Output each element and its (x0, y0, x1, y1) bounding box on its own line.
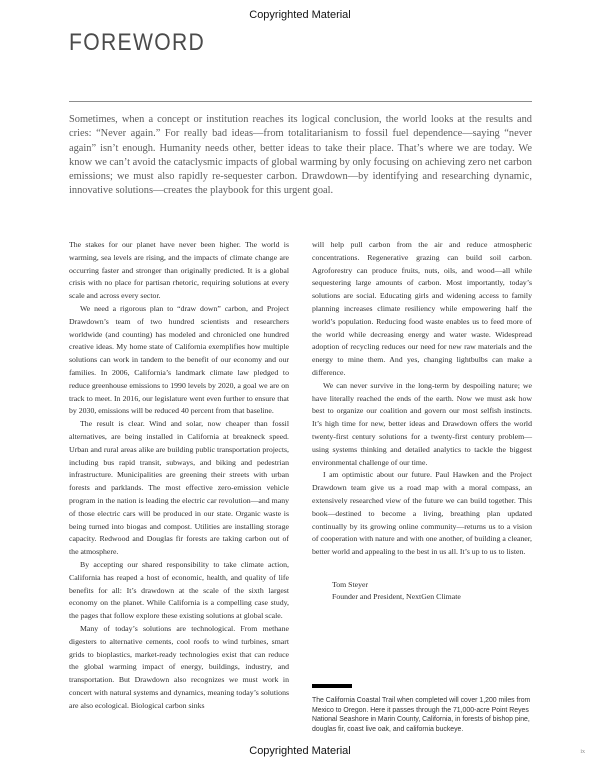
foreword-title: FOREWORD (69, 29, 206, 56)
page-number: ix (580, 749, 585, 755)
photo-caption-block (312, 684, 532, 734)
paragraph: The stakes for our planet have never been higher. The world is warming, sea levels are rising, and the impacts of climate change are occurring faster and stronger than originally predicted. It is a global crisis with no place for partisan rhetoric, requiring solutions at every scale and across every sector. (69, 240, 289, 301)
paragraph: We need a rigorous plan to “draw down” carbon, and Project Drawdown’s team of two hundred scientists and researchers worldwide (and counting) has modeled and chronicled one hundred creative ideas. My home state of California exemplifies how multiple solutions can work in tandem to the benefit of our economy and our families. In 2006, California’s landmark climate law pledged to reduce greenhouse emissions to 1990 levels by 2020, a goal we are on track to meet. In 2016, our legislature went even further to ensure that by 2030, emissions will be reduced 40 percent from that baseline. (69, 303, 289, 416)
right-column (312, 239, 532, 712)
body-columns (69, 239, 532, 712)
paragraph: will help pull carbon from the air and reduce atmospheric concentrations. Regenerative grazing can build soil carbon. Agroforestry can produce fruits, nuts, oils, and wood—all while sequestering large amounts of carbon. Most importantly, today’s solutions are social. Educating girls and widening access to family planning increases climate resiliency while empowering half the world’s population. Reducing food waste enables us to feed more of the world while decreasing energy and water waste. Widespread adoption of recycling reduces our need for new raw materials and the energy to mine them. And yes, changing lightbulbs can make a difference. (312, 240, 532, 377)
header-rule (69, 101, 532, 102)
intro-paragraph: Sometimes, when a concept or institution reaches its logical conclusion, the world looks at the results and cries: “Never again.” For really bad ideas—from totalitarianism to fossil fuel dependence—saying “never again” isn’t enough. Humanity needs other, better ideas to take their place. That’s where we are today. We know we can’t avoid the cataclysmic impacts of global warming by only focusing on achieving zero net carbon emissions; we must also rapidly re-sequester carbon. Drawdown—by identifying and researching dynamic, innovative solutions—creates the playbook for this urgent goal. (69, 114, 532, 197)
signature-block (332, 579, 532, 603)
signature-title: Founder and President, NextGen Climate (332, 591, 461, 601)
signature-name: Tom Steyer (332, 579, 369, 589)
paragraph: By accepting our shared responsibility to take climate action, California has reaped a host of economic, health, and quality of life benefits for all: It’s drawdown at the scale of the sixth largest economy on the planet. While California is a compelling case study, the pages that follow explore these existing solutions at global scale. (69, 559, 289, 621)
photo-caption: The California Coastal Trail when completed will cover 1,200 miles from Mexico to Oregon. Here it passes through the 71,000-acre Point Reyes National Seashore in Marin County, California, in forests of bishop pine, douglas fir, coast live oak, and california buckeye. (312, 697, 531, 733)
caption-rule (312, 684, 352, 688)
left-column (69, 239, 289, 712)
copyright-notice-top: Copyrighted Material (249, 9, 351, 21)
paragraph: We can never survive in the long-term by despoiling nature; we have literally reached the ends of the earth. Now we must ask how best to organize our coalition and govern our most selfish instincts. It’s high time for new, better ideas and Drawdown offers the world twenty-first century solutions for a twenty-first century problem—using systems thinking and detailed analytics to tackle the biggest environmental challenge of our time. (312, 380, 532, 467)
paragraph: Many of today’s solutions are technological. From methane digesters to alternative cements, cool roofs to wind turbines, smart grids to bioplastics, market-ready technologies exist that can reduce the global warming impact of energy, buildings, industry, and transportation. But Drawdown also recognizes we must work in concert with natural systems and dynamics, meaning today’s solutions are also ecological. Biological carbon sinks (69, 623, 289, 710)
copyright-notice-bottom: Copyrighted Material (249, 745, 351, 757)
paragraph: The result is clear. Wind and solar, now cheaper than fossil alternatives, are being installed in California at breakneck speed. Urban and rural areas alike are building public transportation projects, including bus rapid transit, subways, and biking and pedestrian infrastructure. Municipalities are greening their streets with urban forests and parklands. The most effective zero-emission vehicle program in the nation is leading the electric car revolution—and many of those electric cars will be produced in our state. Organic waste is being turned into biogas and compost. Utilities are installing storage capacity. Redwood and Douglas fir forests are taking carbon out of the atmosphere. (69, 419, 289, 557)
paragraph: I am optimistic about our future. Paul Hawken and the Project Drawdown team give us a road map with a moral compass, an extensively researched view of the future we can build together. This book—destined to become a living, breathing plan updated continually by its growing online community—returns us to a vision of cooperation with nature and with one another, of building a cleaner, better world and appealing to the best in us all. It’s up to us to listen. (312, 470, 532, 557)
